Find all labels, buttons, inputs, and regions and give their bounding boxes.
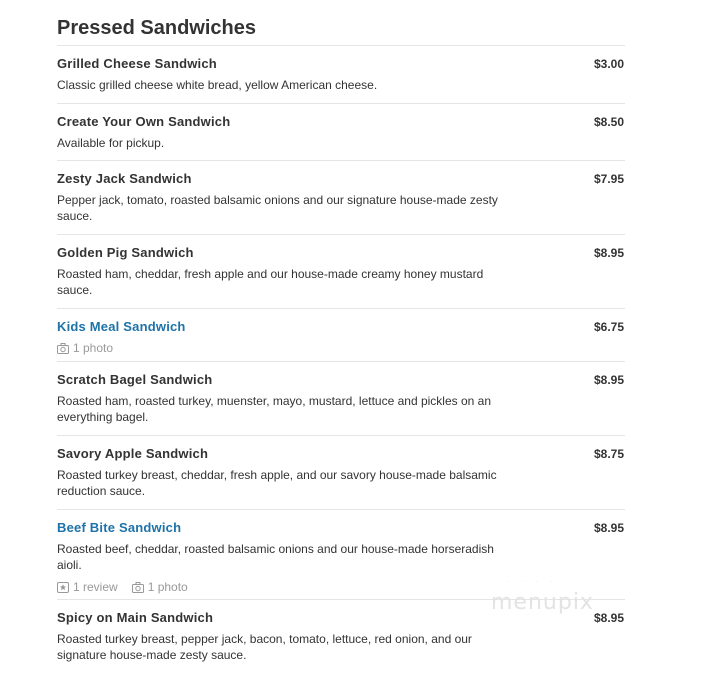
item-description: Roasted ham, roasted turkey, muenster, mayo, mustard, lettuce and pickles on an everything bagel. bbox=[57, 394, 491, 424]
menu-item bbox=[57, 160, 625, 234]
item-name: Golden Pig Sandwich bbox=[57, 245, 194, 260]
camera-icon bbox=[132, 582, 144, 593]
item-meta bbox=[57, 341, 113, 355]
item-description: Roasted beef, cheddar, roasted balsamic onions and our house-made horseradish aioli. bbox=[57, 542, 494, 572]
item-price: $8.95 bbox=[593, 246, 624, 260]
item-name: Grilled Cheese Sandwich bbox=[57, 56, 217, 71]
photo-count-link[interactable]: 1 photo bbox=[73, 341, 114, 355]
photo-count-link[interactable]: 1 photo bbox=[147, 580, 188, 594]
item-description: Roasted turkey breast, pepper jack, bacon, tomato, lettuce, red onion, and our signature house-made zesty sauce. bbox=[57, 632, 472, 662]
item-description: Pepper jack, tomato, roasted balsamic onions and our signature house-made zesty sauce. bbox=[57, 193, 498, 223]
item-name: Savory Apple Sandwich bbox=[57, 446, 209, 461]
item-price: $8.95 bbox=[593, 373, 624, 387]
item-price: $6.75 bbox=[593, 320, 624, 334]
item-price: $3.00 bbox=[593, 57, 624, 71]
item-meta bbox=[57, 580, 188, 594]
watermark-dots: · · · · bbox=[507, 576, 557, 587]
item-description: Roasted ham, cheddar, fresh apple and our house-made creamy honey mustard sauce. bbox=[57, 267, 484, 297]
item-name: Scratch Bagel Sandwich bbox=[57, 372, 213, 387]
menu-item bbox=[57, 361, 625, 435]
item-name: Spicy on Main Sandwich bbox=[57, 610, 214, 625]
camera-icon bbox=[57, 343, 69, 354]
menu-item bbox=[57, 435, 625, 509]
item-price: $8.95 bbox=[593, 521, 624, 535]
item-price: $8.75 bbox=[593, 447, 624, 461]
item-name-link[interactable]: Beef Bite Sandwich bbox=[57, 520, 182, 535]
item-name-link[interactable]: Kids Meal Sandwich bbox=[57, 319, 186, 334]
item-price: $8.50 bbox=[593, 115, 624, 129]
menu-item bbox=[57, 45, 625, 103]
review-count-link[interactable]: 1 review bbox=[73, 580, 118, 594]
item-description: Available for pickup. bbox=[57, 136, 165, 150]
star-icon bbox=[57, 582, 69, 593]
item-name: Create Your Own Sandwich bbox=[57, 114, 231, 129]
item-description: Classic grilled cheese white bread, yellow American cheese. bbox=[57, 78, 378, 92]
item-description: Roasted turkey breast, cheddar, fresh apple, and our savory house-made balsamic reduction sauce. bbox=[57, 468, 497, 498]
item-price: $8.95 bbox=[593, 611, 624, 625]
watermark-logo: menupix bbox=[491, 590, 594, 615]
item-price: $7.95 bbox=[593, 172, 624, 186]
menu-item bbox=[57, 234, 625, 308]
section-title: Pressed Sandwiches bbox=[57, 17, 256, 39]
item-name: Zesty Jack Sandwich bbox=[57, 171, 192, 186]
menu-item bbox=[57, 308, 625, 361]
menu-item bbox=[57, 103, 625, 160]
